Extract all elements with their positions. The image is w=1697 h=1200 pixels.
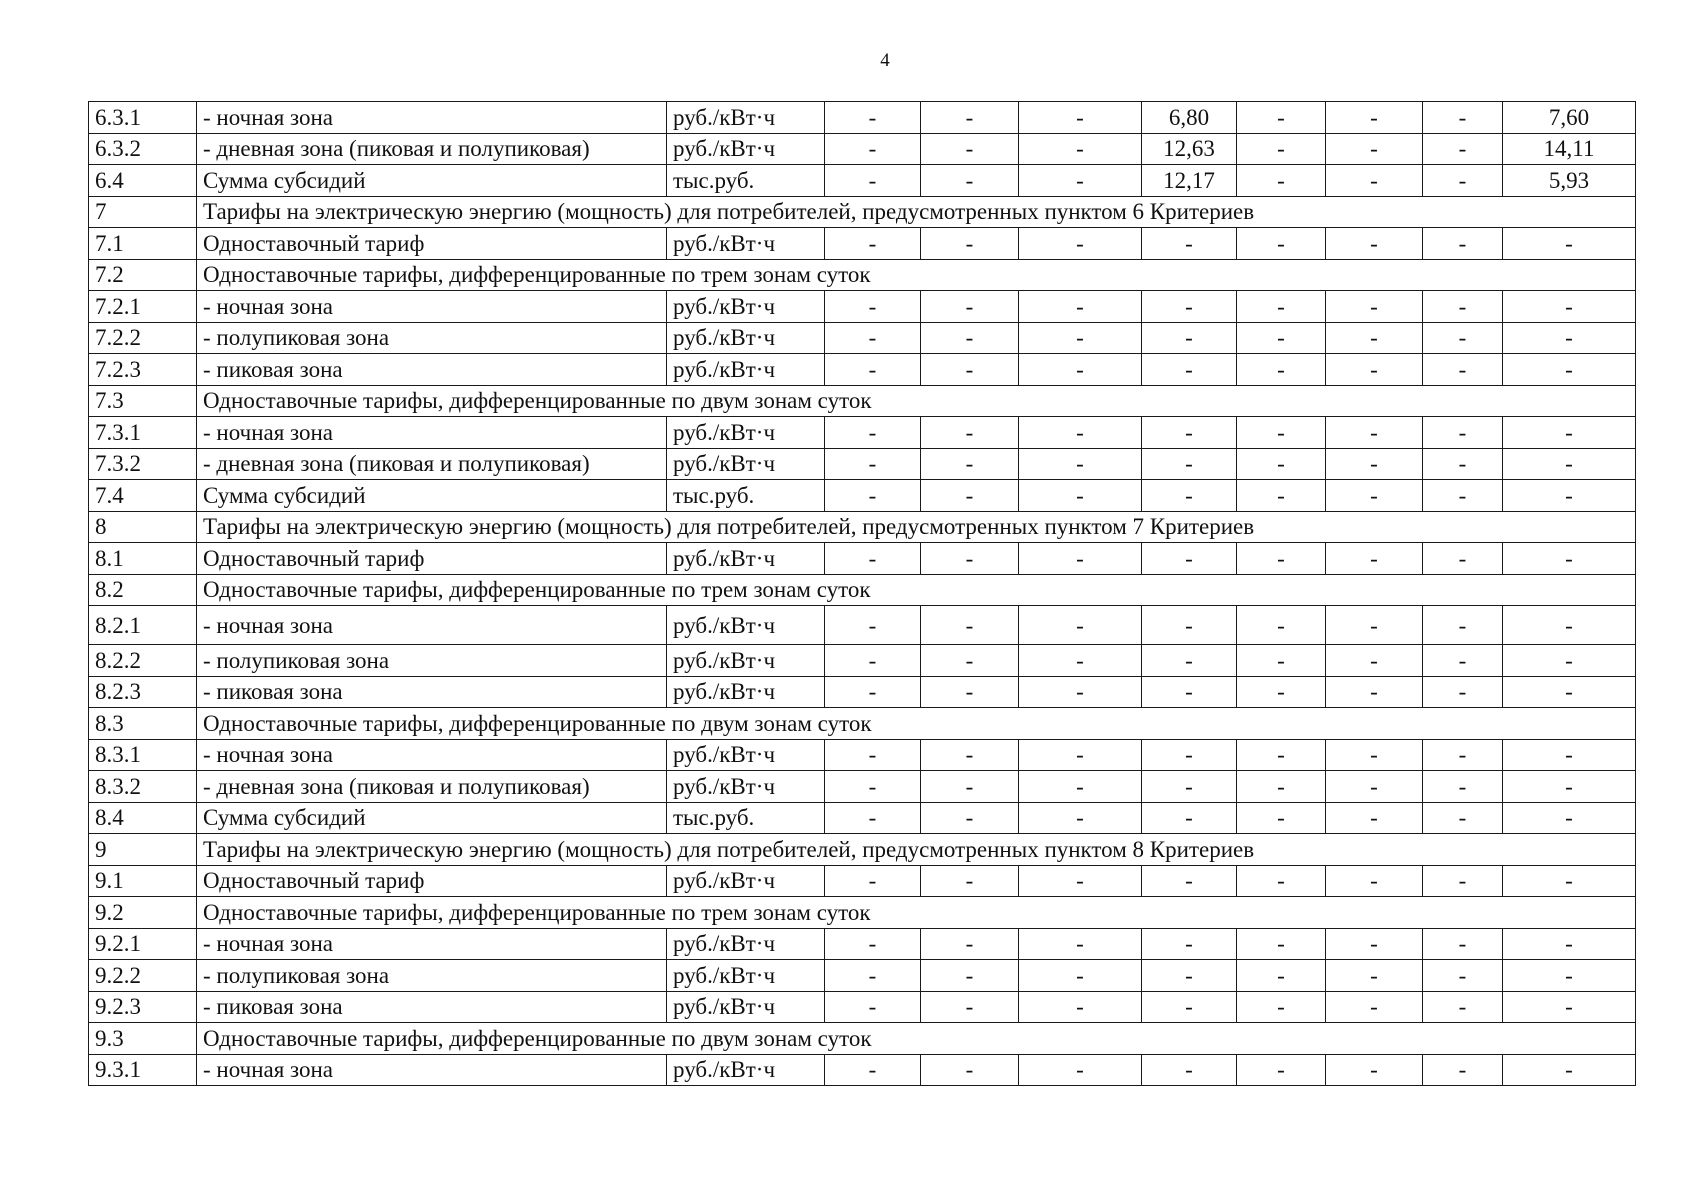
- value-cell: -: [825, 928, 921, 960]
- value-cell: -: [1142, 606, 1237, 645]
- value-cell: -: [1142, 928, 1237, 960]
- row-name: - ночная зона: [197, 606, 667, 645]
- value-cell: -: [921, 133, 1019, 165]
- value-cell: -: [1326, 543, 1423, 575]
- value-cell: -: [1326, 802, 1423, 834]
- row-name: - дневная зона (пиковая и полупиковая): [197, 133, 667, 165]
- row-unit: руб./кВт·ч: [667, 960, 825, 992]
- row-unit: руб./кВт·ч: [667, 228, 825, 260]
- value-cell: -: [921, 606, 1019, 645]
- row-unit: руб./кВт·ч: [667, 771, 825, 803]
- value-cell: -: [1326, 165, 1423, 197]
- row-unit: руб./кВт·ч: [667, 448, 825, 480]
- value-cell: -: [1423, 291, 1503, 323]
- row-number: 7.1: [89, 228, 197, 260]
- table-row: [89, 676, 1636, 708]
- value-cell: -: [825, 543, 921, 575]
- value-cell: -: [921, 960, 1019, 992]
- value-cell: -: [1019, 771, 1142, 803]
- value-cell: -: [825, 322, 921, 354]
- value-cell: -: [1423, 165, 1503, 197]
- value-cell: -: [921, 102, 1019, 134]
- tariff-table-body: [89, 102, 1636, 1086]
- row-unit: руб./кВт·ч: [667, 1054, 825, 1086]
- value-cell: -: [1019, 645, 1142, 677]
- row-number: 6.3.1: [89, 102, 197, 134]
- value-cell: -: [1142, 771, 1237, 803]
- row-number: 7: [89, 196, 197, 228]
- value-cell: -: [1326, 991, 1423, 1023]
- value-cell: -: [825, 354, 921, 386]
- value-cell: -: [1423, 645, 1503, 677]
- value-cell: -: [1142, 676, 1237, 708]
- section-title: Одноставочные тарифы, дифференцированные по двум зонам суток: [197, 708, 1636, 740]
- table-row: [89, 865, 1636, 897]
- row-name: - пиковая зона: [197, 991, 667, 1023]
- value-cell: -: [825, 480, 921, 512]
- value-cell: -: [1142, 354, 1237, 386]
- value-cell: -: [1237, 322, 1326, 354]
- table-row: [89, 448, 1636, 480]
- value-cell: -: [1142, 960, 1237, 992]
- value-cell: -: [1503, 291, 1636, 323]
- value-cell: -: [1237, 291, 1326, 323]
- section-title: Одноставочные тарифы, дифференцированные по трем зонам суток: [197, 897, 1636, 929]
- value-cell: -: [1326, 417, 1423, 449]
- value-cell: -: [1326, 354, 1423, 386]
- row-number: 9.2: [89, 897, 197, 929]
- value-cell: -: [1326, 771, 1423, 803]
- row-unit: руб./кВт·ч: [667, 928, 825, 960]
- section-row: [89, 259, 1636, 291]
- value-cell: -: [1142, 991, 1237, 1023]
- value-cell: -: [1019, 991, 1142, 1023]
- row-name: - ночная зона: [197, 291, 667, 323]
- value-cell: 12,17: [1142, 165, 1237, 197]
- value-cell: -: [1019, 354, 1142, 386]
- value-cell: -: [1423, 991, 1503, 1023]
- section-row: [89, 511, 1636, 543]
- section-title: Тарифы на электрическую энергию (мощность) для потребителей, предусмотренных пунктом 7 Критериев: [197, 511, 1636, 543]
- row-name: Одноставочный тариф: [197, 865, 667, 897]
- table-row: [89, 102, 1636, 134]
- row-name: Сумма субсидий: [197, 165, 667, 197]
- value-cell: -: [1237, 802, 1326, 834]
- row-number: 9.3.1: [89, 1054, 197, 1086]
- value-cell: -: [1019, 322, 1142, 354]
- table-row: [89, 739, 1636, 771]
- value-cell: -: [1326, 676, 1423, 708]
- value-cell: -: [825, 165, 921, 197]
- value-cell: -: [1326, 645, 1423, 677]
- value-cell: -: [921, 417, 1019, 449]
- table-row: [89, 771, 1636, 803]
- row-unit: руб./кВт·ч: [667, 133, 825, 165]
- row-name: - ночная зона: [197, 1054, 667, 1086]
- value-cell: -: [1019, 480, 1142, 512]
- value-cell: -: [1503, 739, 1636, 771]
- value-cell: -: [1019, 228, 1142, 260]
- row-unit: руб./кВт·ч: [667, 865, 825, 897]
- value-cell: -: [1503, 448, 1636, 480]
- row-number: 6.3.2: [89, 133, 197, 165]
- row-unit: руб./кВт·ч: [667, 676, 825, 708]
- value-cell: -: [921, 448, 1019, 480]
- value-cell: 7,60: [1503, 102, 1636, 134]
- row-name: Сумма субсидий: [197, 480, 667, 512]
- page-number: 4: [880, 50, 890, 71]
- value-cell: -: [825, 645, 921, 677]
- value-cell: -: [1237, 928, 1326, 960]
- tariff-table: [88, 101, 1636, 1086]
- value-cell: -: [1019, 676, 1142, 708]
- value-cell: -: [1503, 480, 1636, 512]
- value-cell: -: [1423, 960, 1503, 992]
- row-unit: тыс.руб.: [667, 802, 825, 834]
- value-cell: -: [1423, 771, 1503, 803]
- value-cell: -: [1142, 543, 1237, 575]
- value-cell: -: [1142, 417, 1237, 449]
- value-cell: -: [1423, 354, 1503, 386]
- value-cell: -: [1423, 928, 1503, 960]
- row-number: 7.2.1: [89, 291, 197, 323]
- section-title: Тарифы на электрическую энергию (мощность) для потребителей, предусмотренных пунктом 8 Критериев: [197, 834, 1636, 866]
- value-cell: -: [1423, 543, 1503, 575]
- value-cell: -: [1142, 865, 1237, 897]
- value-cell: -: [1326, 739, 1423, 771]
- value-cell: -: [1019, 865, 1142, 897]
- section-title: Одноставочные тарифы, дифференцированные по двум зонам суток: [197, 385, 1636, 417]
- table-row: [89, 165, 1636, 197]
- row-unit: руб./кВт·ч: [667, 543, 825, 575]
- value-cell: -: [825, 133, 921, 165]
- row-name: - полупиковая зона: [197, 322, 667, 354]
- table-row: [89, 802, 1636, 834]
- section-title: Одноставочные тарифы, дифференцированные по трем зонам суток: [197, 259, 1636, 291]
- row-unit: руб./кВт·ч: [667, 417, 825, 449]
- row-name: - пиковая зона: [197, 676, 667, 708]
- row-unit: руб./кВт·ч: [667, 991, 825, 1023]
- value-cell: -: [1503, 543, 1636, 575]
- row-unit: руб./кВт·ч: [667, 739, 825, 771]
- row-number: 8.3.2: [89, 771, 197, 803]
- row-number: 8.3: [89, 708, 197, 740]
- row-number: 9.3: [89, 1023, 197, 1055]
- row-number: 8.2.1: [89, 606, 197, 645]
- value-cell: -: [1237, 991, 1326, 1023]
- value-cell: -: [921, 771, 1019, 803]
- value-cell: -: [1019, 102, 1142, 134]
- value-cell: -: [1326, 960, 1423, 992]
- table-row: [89, 322, 1636, 354]
- value-cell: -: [921, 676, 1019, 708]
- value-cell: -: [1019, 543, 1142, 575]
- value-cell: -: [1237, 354, 1326, 386]
- section-row: [89, 385, 1636, 417]
- value-cell: -: [921, 291, 1019, 323]
- table-row: [89, 354, 1636, 386]
- value-cell: -: [825, 739, 921, 771]
- value-cell: -: [1326, 228, 1423, 260]
- value-cell: -: [921, 543, 1019, 575]
- row-unit: руб./кВт·ч: [667, 645, 825, 677]
- value-cell: -: [1142, 802, 1237, 834]
- value-cell: -: [921, 165, 1019, 197]
- value-cell: -: [921, 1054, 1019, 1086]
- value-cell: -: [921, 991, 1019, 1023]
- value-cell: -: [921, 354, 1019, 386]
- row-number: 6.4: [89, 165, 197, 197]
- table-row: [89, 991, 1636, 1023]
- value-cell: -: [825, 417, 921, 449]
- value-cell: -: [1423, 676, 1503, 708]
- row-number: 9.2.1: [89, 928, 197, 960]
- value-cell: -: [1503, 322, 1636, 354]
- value-cell: -: [921, 739, 1019, 771]
- value-cell: -: [1019, 739, 1142, 771]
- value-cell: -: [1237, 606, 1326, 645]
- table-row: [89, 133, 1636, 165]
- value-cell: -: [1503, 606, 1636, 645]
- value-cell: -: [825, 1054, 921, 1086]
- value-cell: -: [825, 991, 921, 1023]
- value-cell: -: [1237, 133, 1326, 165]
- value-cell: -: [1019, 291, 1142, 323]
- value-cell: -: [1019, 165, 1142, 197]
- value-cell: -: [1237, 228, 1326, 260]
- table-row: [89, 228, 1636, 260]
- value-cell: -: [825, 228, 921, 260]
- value-cell: -: [1423, 417, 1503, 449]
- value-cell: -: [1019, 133, 1142, 165]
- value-cell: -: [1326, 928, 1423, 960]
- value-cell: -: [1503, 928, 1636, 960]
- row-unit: руб./кВт·ч: [667, 291, 825, 323]
- section-row: [89, 897, 1636, 929]
- value-cell: -: [1019, 1054, 1142, 1086]
- value-cell: -: [825, 606, 921, 645]
- value-cell: -: [1423, 448, 1503, 480]
- row-number: 8: [89, 511, 197, 543]
- value-cell: -: [1019, 928, 1142, 960]
- value-cell: -: [1326, 1054, 1423, 1086]
- row-name: - пиковая зона: [197, 354, 667, 386]
- value-cell: -: [1503, 645, 1636, 677]
- table-row: [89, 928, 1636, 960]
- row-unit: руб./кВт·ч: [667, 102, 825, 134]
- row-name: - ночная зона: [197, 417, 667, 449]
- row-name: Сумма субсидий: [197, 802, 667, 834]
- value-cell: -: [1503, 1054, 1636, 1086]
- section-row: [89, 708, 1636, 740]
- value-cell: -: [825, 771, 921, 803]
- row-number: 9.2.3: [89, 991, 197, 1023]
- section-title: Одноставочные тарифы, дифференцированные по трем зонам суток: [197, 574, 1636, 606]
- value-cell: -: [825, 865, 921, 897]
- row-name: - ночная зона: [197, 928, 667, 960]
- value-cell: -: [1423, 1054, 1503, 1086]
- table-row: [89, 291, 1636, 323]
- value-cell: -: [1019, 606, 1142, 645]
- value-cell: -: [1503, 771, 1636, 803]
- value-cell: -: [1142, 228, 1237, 260]
- value-cell: -: [1423, 739, 1503, 771]
- value-cell: -: [1503, 865, 1636, 897]
- value-cell: -: [1142, 480, 1237, 512]
- section-row: [89, 574, 1636, 606]
- row-name: - дневная зона (пиковая и полупиковая): [197, 448, 667, 480]
- row-name: - полупиковая зона: [197, 960, 667, 992]
- table-row: [89, 1054, 1636, 1086]
- value-cell: -: [1326, 102, 1423, 134]
- row-number: 7.4: [89, 480, 197, 512]
- value-cell: -: [1503, 354, 1636, 386]
- value-cell: -: [1423, 480, 1503, 512]
- table-row: [89, 417, 1636, 449]
- value-cell: -: [1423, 802, 1503, 834]
- row-name: - ночная зона: [197, 102, 667, 134]
- row-number: 8.2.2: [89, 645, 197, 677]
- value-cell: -: [1237, 645, 1326, 677]
- section-row: [89, 1023, 1636, 1055]
- row-unit: руб./кВт·ч: [667, 606, 825, 645]
- value-cell: 12,63: [1142, 133, 1237, 165]
- value-cell: -: [1237, 448, 1326, 480]
- row-number: 9: [89, 834, 197, 866]
- row-unit: руб./кВт·ч: [667, 354, 825, 386]
- value-cell: -: [1237, 480, 1326, 512]
- value-cell: -: [1503, 676, 1636, 708]
- value-cell: -: [1423, 228, 1503, 260]
- value-cell: -: [1326, 480, 1423, 512]
- row-name: - полупиковая зона: [197, 645, 667, 677]
- section-title: Тарифы на электрическую энергию (мощность) для потребителей, предусмотренных пунктом 6 Критериев: [197, 196, 1636, 228]
- value-cell: -: [1237, 543, 1326, 575]
- value-cell: -: [1326, 448, 1423, 480]
- value-cell: -: [1142, 645, 1237, 677]
- row-number: 8.2.3: [89, 676, 197, 708]
- row-number: 7.2.2: [89, 322, 197, 354]
- value-cell: -: [1237, 771, 1326, 803]
- row-number: 7.2: [89, 259, 197, 291]
- value-cell: -: [825, 102, 921, 134]
- value-cell: -: [825, 676, 921, 708]
- section-row: [89, 834, 1636, 866]
- value-cell: 5,93: [1503, 165, 1636, 197]
- table-row: [89, 645, 1636, 677]
- row-number: 7.3.1: [89, 417, 197, 449]
- row-number: 8.1: [89, 543, 197, 575]
- value-cell: -: [1423, 102, 1503, 134]
- row-number: 8.4: [89, 802, 197, 834]
- value-cell: -: [1142, 1054, 1237, 1086]
- value-cell: -: [1019, 448, 1142, 480]
- value-cell: -: [1142, 291, 1237, 323]
- value-cell: -: [1503, 228, 1636, 260]
- value-cell: -: [921, 228, 1019, 260]
- value-cell: -: [1423, 606, 1503, 645]
- value-cell: -: [1423, 133, 1503, 165]
- value-cell: -: [1237, 102, 1326, 134]
- row-number: 9.1: [89, 865, 197, 897]
- table-row: [89, 480, 1636, 512]
- value-cell: -: [1237, 165, 1326, 197]
- value-cell: -: [1326, 291, 1423, 323]
- table-row: [89, 543, 1636, 575]
- value-cell: -: [1326, 133, 1423, 165]
- value-cell: -: [1326, 606, 1423, 645]
- value-cell: -: [921, 480, 1019, 512]
- row-name: Одноставочный тариф: [197, 228, 667, 260]
- value-cell: -: [1326, 322, 1423, 354]
- value-cell: -: [1019, 802, 1142, 834]
- value-cell: -: [825, 802, 921, 834]
- value-cell: -: [1237, 960, 1326, 992]
- value-cell: -: [1237, 1054, 1326, 1086]
- row-number: 8.3.1: [89, 739, 197, 771]
- value-cell: -: [1503, 991, 1636, 1023]
- value-cell: -: [1423, 322, 1503, 354]
- value-cell: -: [1503, 802, 1636, 834]
- table-row: [89, 960, 1636, 992]
- value-cell: -: [1142, 448, 1237, 480]
- value-cell: -: [921, 802, 1019, 834]
- value-cell: -: [921, 865, 1019, 897]
- row-name: - ночная зона: [197, 739, 667, 771]
- row-name: - дневная зона (пиковая и полупиковая): [197, 771, 667, 803]
- row-number: 7.2.3: [89, 354, 197, 386]
- value-cell: -: [1326, 865, 1423, 897]
- value-cell: -: [825, 448, 921, 480]
- value-cell: -: [921, 322, 1019, 354]
- table-row: [89, 606, 1636, 645]
- value-cell: -: [1503, 417, 1636, 449]
- row-unit: тыс.руб.: [667, 165, 825, 197]
- row-unit: тыс.руб.: [667, 480, 825, 512]
- value-cell: 14,11: [1503, 133, 1636, 165]
- value-cell: -: [1237, 417, 1326, 449]
- row-number: 7.3.2: [89, 448, 197, 480]
- value-cell: -: [921, 645, 1019, 677]
- value-cell: -: [1142, 322, 1237, 354]
- section-row: [89, 196, 1636, 228]
- row-unit: руб./кВт·ч: [667, 322, 825, 354]
- value-cell: -: [825, 960, 921, 992]
- row-number: 8.2: [89, 574, 197, 606]
- value-cell: -: [1019, 960, 1142, 992]
- row-name: Одноставочный тариф: [197, 543, 667, 575]
- value-cell: -: [1503, 960, 1636, 992]
- row-number: 7.3: [89, 385, 197, 417]
- value-cell: -: [825, 291, 921, 323]
- value-cell: -: [1019, 417, 1142, 449]
- value-cell: -: [921, 928, 1019, 960]
- row-number: 9.2.2: [89, 960, 197, 992]
- value-cell: -: [1423, 865, 1503, 897]
- section-title: Одноставочные тарифы, дифференцированные по двум зонам суток: [197, 1023, 1636, 1055]
- value-cell: 6,80: [1142, 102, 1237, 134]
- value-cell: -: [1237, 865, 1326, 897]
- value-cell: -: [1237, 739, 1326, 771]
- value-cell: -: [1237, 676, 1326, 708]
- value-cell: -: [1142, 739, 1237, 771]
